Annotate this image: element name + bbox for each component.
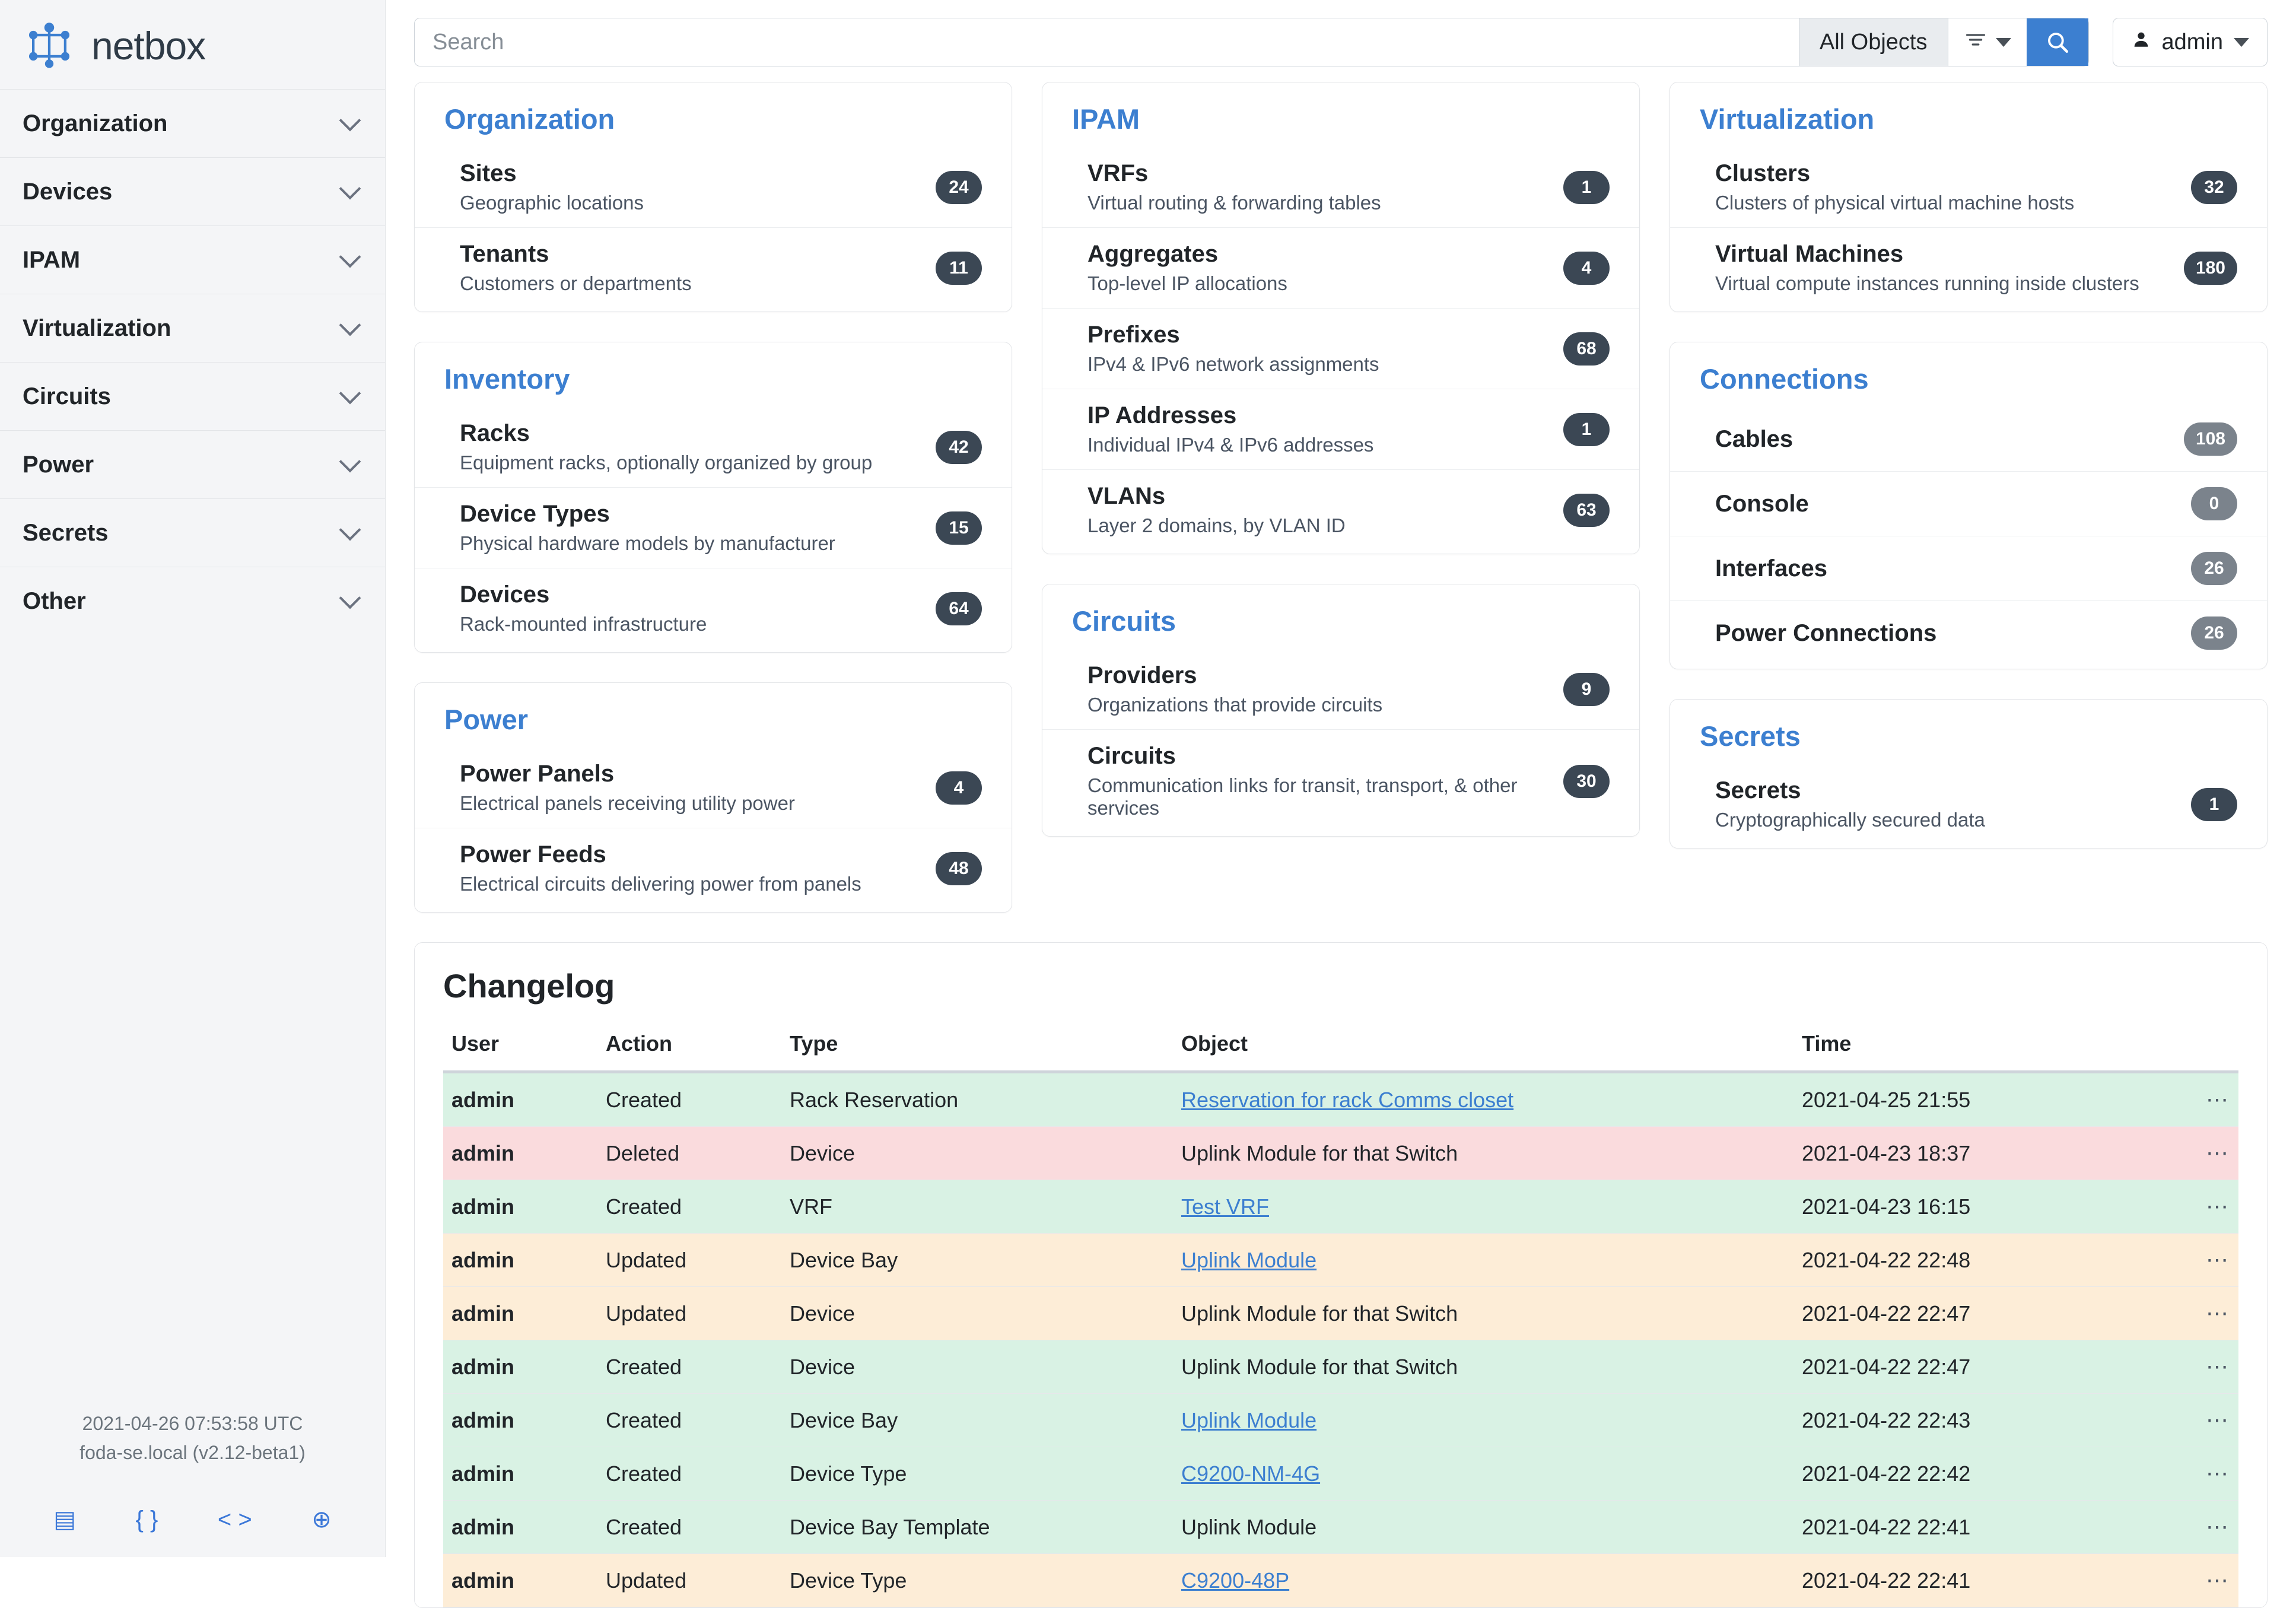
- sidebar-item-label: Other: [23, 587, 86, 614]
- row-label: VLANs: [1087, 483, 1166, 509]
- row-menu-icon[interactable]: ⋯: [2173, 1501, 2238, 1554]
- sidebar-item-label: Secrets: [23, 519, 109, 546]
- row-menu-icon[interactable]: ⋯: [2173, 1447, 2238, 1501]
- sidebar-item-label: Power: [23, 451, 94, 478]
- column-header-time: Time: [1793, 1025, 2173, 1072]
- cell-action: Created: [597, 1340, 781, 1394]
- panel-title: Secrets: [1700, 720, 1801, 752]
- row-description: Communication links for transit, transport, & other services: [1087, 774, 1518, 819]
- brand-name: netbox: [91, 24, 206, 68]
- row-description: Clusters of physical virtual machine hosts: [1715, 192, 2075, 214]
- row-description: Individual IPv4 & IPv6 addresses: [1087, 434, 1374, 456]
- row-label: Providers: [1087, 662, 1197, 688]
- chevron-down-icon: [339, 178, 361, 200]
- row-tenants[interactable]: [415, 228, 1012, 308]
- row-description: Geographic locations: [460, 192, 644, 214]
- chevron-down-icon: [339, 246, 361, 268]
- cell-time: 2021-04-25 21:55: [1793, 1072, 2173, 1127]
- panel-title: Organization: [444, 103, 615, 135]
- row-ip-addresses[interactable]: [1042, 389, 1639, 470]
- object-link[interactable]: C9200-48P: [1181, 1568, 1290, 1593]
- row-count-badge: 0: [2191, 487, 2237, 520]
- source-code-icon[interactable]: < >: [217, 1506, 252, 1533]
- row-count-badge: 63: [1563, 494, 1610, 527]
- sidebar: [0, 0, 386, 1557]
- main-area: [386, 0, 2296, 1593]
- row-label: Clusters: [1715, 160, 1811, 186]
- row-count-badge: 108: [2184, 422, 2237, 456]
- chevron-down-icon: [339, 519, 361, 541]
- cell-action: Created: [597, 1447, 781, 1501]
- cell-type: Device: [781, 1127, 1173, 1180]
- table-row[interactable]: [443, 1180, 2238, 1234]
- search-submit-button[interactable]: [2027, 18, 2088, 66]
- changelog-header-row: [443, 1025, 2238, 1072]
- cell-action: Created: [597, 1180, 781, 1234]
- panel-organization: [414, 82, 1012, 312]
- cell-user: admin: [443, 1340, 597, 1394]
- cell-type: Device Type: [781, 1554, 1173, 1607]
- panel-ipam: [1042, 82, 1640, 554]
- changelog-body: [443, 1072, 2238, 1607]
- row-power-feeds[interactable]: [415, 828, 1012, 908]
- cell-time: 2021-04-23 16:15: [1793, 1180, 2173, 1234]
- column-left: [414, 82, 1012, 913]
- row-menu-icon[interactable]: ⋯: [2173, 1394, 2238, 1447]
- cell-type: Device Type: [781, 1447, 1173, 1501]
- panel-virtualization: [1669, 82, 2268, 312]
- row-menu-icon[interactable]: ⋯: [2173, 1180, 2238, 1234]
- row-interfaces[interactable]: [1670, 536, 2267, 601]
- cell-user: admin: [443, 1234, 597, 1287]
- changelog-title: Changelog: [443, 967, 615, 1005]
- row-count-badge: 30: [1563, 765, 1610, 798]
- table-row[interactable]: [443, 1447, 2238, 1501]
- object-link[interactable]: Uplink Module: [1181, 1247, 1317, 1272]
- column-header-menu: [2173, 1025, 2238, 1072]
- column-header-user: User: [443, 1025, 597, 1072]
- sidebar-item-circuits[interactable]: [0, 362, 385, 430]
- sidebar-icon-bar: [0, 1506, 385, 1533]
- cell-type: Device: [781, 1340, 1173, 1394]
- cell-object: Uplink Module for that Switch: [1173, 1340, 1793, 1394]
- cell-user: admin: [443, 1501, 597, 1554]
- user-icon: [2131, 29, 2151, 55]
- row-label: Power Panels: [460, 761, 615, 787]
- row-label: Power Connections: [1715, 619, 1937, 646]
- brand-logo[interactable]: [0, 0, 385, 89]
- cell-user: admin: [443, 1447, 597, 1501]
- search-icon: [2045, 30, 2070, 55]
- table-row[interactable]: [443, 1340, 2238, 1394]
- changelog-panel: [414, 942, 2268, 1608]
- row-description: Physical hardware models by manufacturer: [460, 532, 835, 554]
- cell-action: Created: [597, 1501, 781, 1554]
- object-link[interactable]: Test VRF: [1181, 1194, 1270, 1219]
- row-label: Power Feeds: [460, 841, 606, 867]
- sidebar-item-secrets[interactable]: [0, 498, 385, 567]
- row-device-types[interactable]: [415, 488, 1012, 568]
- row-count-badge: 4: [936, 771, 982, 805]
- cell-time: 2021-04-22 22:43: [1793, 1394, 2173, 1447]
- cell-type: Rack Reservation: [781, 1072, 1173, 1127]
- sidebar-item-virtualization[interactable]: [0, 294, 385, 362]
- cell-user: admin: [443, 1072, 597, 1127]
- footer-timestamp: 2021-04-26 07:53:58 UTC: [82, 1412, 303, 1434]
- cell-time: 2021-04-22 22:42: [1793, 1447, 2173, 1501]
- table-row[interactable]: [443, 1127, 2238, 1180]
- row-label: Circuits: [1087, 743, 1176, 769]
- dashboard-content: [386, 82, 2296, 1608]
- chevron-down-icon: [339, 451, 361, 473]
- row-menu-icon[interactable]: ⋯: [2173, 1287, 2238, 1340]
- community-icon[interactable]: ⊕: [311, 1507, 332, 1533]
- row-label: Cables: [1715, 425, 1793, 452]
- row-count-badge: 1: [2191, 788, 2237, 821]
- cell-time: 2021-04-22 22:48: [1793, 1234, 2173, 1287]
- cell-action: Created: [597, 1072, 781, 1127]
- sidebar-item-label: Circuits: [23, 383, 111, 409]
- row-count-badge: 48: [936, 852, 982, 885]
- row-description: Electrical circuits delivering power from panels: [460, 873, 861, 895]
- chevron-down-icon: [2234, 38, 2249, 47]
- cell-object: [1173, 1554, 1793, 1607]
- cell-type: Device Bay: [781, 1234, 1173, 1287]
- sidebar-item-other[interactable]: [0, 567, 385, 635]
- row-menu-icon[interactable]: ⋯: [2173, 1072, 2238, 1127]
- row-menu-icon[interactable]: ⋯: [2173, 1340, 2238, 1394]
- cell-action: Updated: [597, 1554, 781, 1607]
- row-count-badge: 32: [2191, 171, 2237, 204]
- cell-object: [1173, 1234, 1793, 1287]
- row-circuits[interactable]: [1042, 730, 1639, 832]
- netbox-logo-icon: [24, 20, 75, 71]
- row-menu-icon[interactable]: ⋯: [2173, 1234, 2238, 1287]
- panel-title: Inventory: [444, 363, 570, 395]
- sidebar-item-power[interactable]: [0, 430, 385, 498]
- row-virtual-machines[interactable]: [1670, 228, 2267, 308]
- row-count-badge: 26: [2191, 616, 2237, 650]
- filter-button[interactable]: [1948, 18, 2027, 66]
- object-link[interactable]: Uplink Module: [1181, 1407, 1317, 1432]
- changelog-header: [443, 1025, 2238, 1072]
- cell-type: Device Bay Template: [781, 1501, 1173, 1554]
- footer-host-version: foda-se.local (v2.12-beta1): [79, 1442, 306, 1464]
- cell-object: [1173, 1447, 1793, 1501]
- row-label: Device Types: [460, 501, 610, 527]
- row-secrets[interactable]: [1670, 764, 2267, 844]
- table-row[interactable]: [443, 1501, 2238, 1554]
- row-label: Interfaces: [1715, 555, 1827, 581]
- cell-user: admin: [443, 1287, 597, 1340]
- search-input[interactable]: [415, 18, 1799, 66]
- row-description: Layer 2 domains, by VLAN ID: [1087, 514, 1346, 536]
- row-count-badge: 1: [1563, 413, 1610, 446]
- table-row[interactable]: [443, 1072, 2238, 1127]
- row-count-badge: 15: [936, 511, 982, 545]
- cell-action: Updated: [597, 1234, 781, 1287]
- table-row[interactable]: [443, 1554, 2238, 1607]
- cell-user: admin: [443, 1127, 597, 1180]
- row-devices[interactable]: [415, 568, 1012, 649]
- panel-secrets: [1669, 699, 2268, 849]
- cell-type: VRF: [781, 1180, 1173, 1234]
- panel-inventory: [414, 342, 1012, 653]
- row-label: IP Addresses: [1087, 402, 1237, 428]
- user-menu-button[interactable]: [2113, 18, 2268, 66]
- sidebar-footer: [0, 1409, 385, 1468]
- cell-user: admin: [443, 1554, 597, 1607]
- panel-title: Virtualization: [1700, 103, 1875, 135]
- row-label: Tenants: [460, 241, 549, 267]
- cell-type: Device: [781, 1287, 1173, 1340]
- row-count-badge: 42: [936, 431, 982, 464]
- row-count-badge: 26: [2191, 552, 2237, 585]
- column-header-object: Object: [1173, 1025, 1793, 1072]
- row-menu-icon[interactable]: ⋯: [2173, 1127, 2238, 1180]
- cell-object: [1173, 1180, 1793, 1234]
- cell-time: 2021-04-22 22:41: [1793, 1501, 2173, 1554]
- search-bar: [414, 18, 2089, 66]
- row-count-badge: 64: [936, 592, 982, 625]
- row-description: Equipment racks, optionally organized by group: [460, 452, 873, 473]
- sidebar-item-organization[interactable]: [0, 89, 385, 157]
- row-label: VRFs: [1087, 160, 1149, 186]
- cell-action: Created: [597, 1394, 781, 1447]
- row-power-connections[interactable]: [1670, 601, 2267, 665]
- row-count-badge: 68: [1563, 332, 1610, 366]
- row-count-badge: 24: [936, 171, 982, 204]
- chevron-down-icon: [339, 587, 361, 609]
- cell-user: admin: [443, 1394, 597, 1447]
- panel-title: Circuits: [1072, 605, 1176, 637]
- row-menu-icon[interactable]: ⋯: [2173, 1554, 2238, 1607]
- row-description: IPv4 & IPv6 network assignments: [1087, 353, 1379, 375]
- row-label: Devices: [460, 581, 550, 608]
- sidebar-item-ipam[interactable]: [0, 225, 385, 294]
- row-count-badge: 9: [1563, 673, 1610, 706]
- row-label: Console: [1715, 490, 1809, 517]
- table-row[interactable]: [443, 1394, 2238, 1447]
- cell-time: 2021-04-22 22:47: [1793, 1340, 2173, 1394]
- panel-connections: [1669, 342, 2268, 669]
- chevron-down-icon: [339, 314, 361, 336]
- row-label: Prefixes: [1087, 322, 1180, 348]
- object-link[interactable]: Reservation for rack Comms closet: [1181, 1087, 1514, 1112]
- cell-object: Uplink Module: [1173, 1501, 1793, 1554]
- top-bar: [386, 0, 2296, 82]
- cell-object: [1173, 1394, 1793, 1447]
- chevron-down-icon: [339, 110, 361, 132]
- table-row[interactable]: [443, 1234, 2238, 1287]
- row-vrfs[interactable]: [1042, 147, 1639, 228]
- object-link[interactable]: C9200-NM-4G: [1181, 1461, 1321, 1486]
- row-description: Organizations that provide circuits: [1087, 694, 1383, 716]
- cell-time: 2021-04-22 22:47: [1793, 1287, 2173, 1340]
- column-right: [1669, 82, 2268, 849]
- row-label: Virtual Machines: [1715, 241, 1904, 267]
- sidebar-item-label: Devices: [23, 178, 113, 205]
- row-label: Aggregates: [1087, 241, 1219, 267]
- chevron-down-icon: [1996, 38, 2011, 47]
- row-description: Cryptographically secured data: [1715, 809, 1985, 831]
- panel-circuits: [1042, 584, 1640, 837]
- row-providers[interactable]: [1042, 649, 1639, 730]
- row-racks[interactable]: [415, 407, 1012, 488]
- docs-icon[interactable]: ▤: [53, 1507, 77, 1533]
- cell-action: Deleted: [597, 1127, 781, 1180]
- cell-object: Uplink Module for that Switch: [1173, 1127, 1793, 1180]
- cell-type: Device Bay: [781, 1394, 1173, 1447]
- panel-title: Power: [444, 704, 529, 735]
- sidebar-item-label: IPAM: [23, 246, 81, 273]
- row-description: Virtual compute instances running inside clusters: [1715, 272, 2139, 294]
- row-description: Virtual routing & forwarding tables: [1087, 192, 1381, 214]
- panel-power: [414, 682, 1012, 913]
- row-power-panels[interactable]: [415, 748, 1012, 828]
- row-console[interactable]: [1670, 472, 2267, 536]
- cell-time: 2021-04-22 22:41: [1793, 1554, 2173, 1607]
- column-header-action: Action: [597, 1025, 781, 1072]
- filter-icon: [1964, 30, 1987, 55]
- row-label: Racks: [460, 420, 530, 446]
- row-prefixes[interactable]: [1042, 309, 1639, 389]
- row-description: Customers or departments: [460, 272, 692, 294]
- sidebar-item-label: Organization: [23, 110, 168, 136]
- cell-user: admin: [443, 1180, 597, 1234]
- row-count-badge: 180: [2184, 252, 2237, 285]
- panel-title: IPAM: [1072, 103, 1140, 135]
- cell-action: Updated: [597, 1287, 781, 1340]
- changelog-table: [443, 1025, 2238, 1607]
- sidebar-item-label: Virtualization: [23, 314, 171, 341]
- chevron-down-icon: [339, 383, 361, 405]
- column-middle: [1042, 82, 1640, 837]
- row-description: Electrical panels receiving utility power: [460, 792, 795, 814]
- row-description: Top-level IP allocations: [1087, 272, 1287, 294]
- cell-time: 2021-04-23 18:37: [1793, 1127, 2173, 1180]
- row-label: Secrets: [1715, 777, 1801, 803]
- row-clusters[interactable]: [1670, 147, 2267, 228]
- panel-title: Connections: [1700, 363, 1869, 395]
- row-aggregates[interactable]: [1042, 228, 1639, 309]
- row-sites[interactable]: [415, 147, 1012, 228]
- user-menu-label: admin: [2161, 29, 2223, 55]
- api-icon[interactable]: { }: [135, 1506, 158, 1533]
- cell-object: Uplink Module for that Switch: [1173, 1287, 1793, 1340]
- all-objects-selector[interactable]: All Objects: [1799, 18, 1948, 66]
- row-cables[interactable]: [1670, 407, 2267, 472]
- row-label: Sites: [460, 160, 517, 186]
- row-count-badge: 4: [1563, 252, 1610, 285]
- row-count-badge: 11: [936, 252, 982, 285]
- cell-object: [1173, 1072, 1793, 1127]
- column-header-type: Type: [781, 1025, 1173, 1072]
- table-row[interactable]: [443, 1287, 2238, 1340]
- row-description: Rack-mounted infrastructure: [460, 613, 707, 635]
- sidebar-item-devices[interactable]: [0, 157, 385, 225]
- row-vlans[interactable]: [1042, 470, 1639, 550]
- row-count-badge: 1: [1563, 171, 1610, 204]
- panel-columns: [414, 82, 2268, 913]
